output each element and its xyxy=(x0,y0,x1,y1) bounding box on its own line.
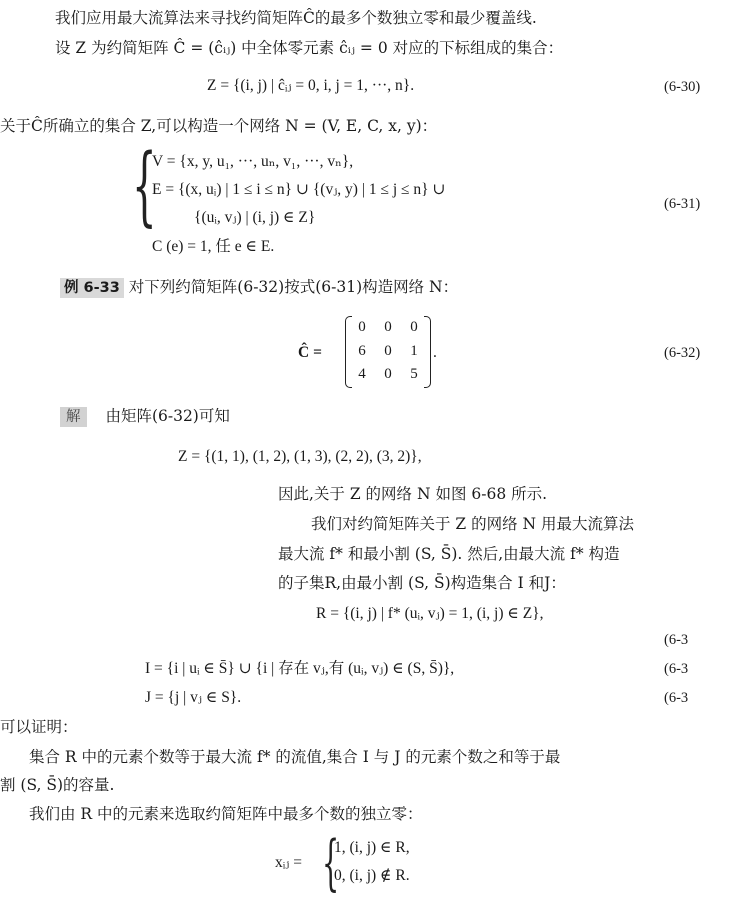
example-line xyxy=(60,277,458,298)
matrix-cell: 1 xyxy=(410,343,418,359)
paragraph-line-6: 集合 R 中的元素个数等于最大流 f* 的流值,集合 I 与 J 的元素个数之和等于最 xyxy=(29,748,561,766)
system-brace: { xyxy=(132,136,157,236)
matrix-lhs: Ĉ = xyxy=(298,344,322,361)
solution-line xyxy=(60,406,230,427)
equation-number-6-30: (6-30) xyxy=(664,79,701,95)
z-set-equation: Z = {(1, 1), (1, 2), (1, 3), (2, 2), (3, 2)}, xyxy=(178,448,422,465)
matrix-cell: 4 xyxy=(358,366,366,382)
paragraph-line-4: 的子集R,由最小割 (S, S̄)构造集合 I 和J： xyxy=(278,574,566,592)
line-network: 关于Ĉ所确立的集合 Z,可以构造一个网络 N = (V, E, C, x, y)： xyxy=(0,117,438,135)
example-text: 对下列约简矩阵(6-32)按式(6-31)构造网络 N： xyxy=(128,278,459,296)
paragraph-line-2: 我们对约简矩阵关于 Z 的网络 N 用最大流算法 xyxy=(311,515,635,533)
equation-number-6-32: (6-32) xyxy=(664,345,701,361)
matrix-cell: 0 xyxy=(384,343,392,359)
paragraph-line-1: 因此,关于 Z 的网络 N 如图 6-68 所示. xyxy=(278,485,548,503)
x-case-1: 1, (i, j) ∈ R, xyxy=(334,839,410,856)
x-case-2: 0, (i, j) ∉ R. xyxy=(334,867,410,884)
x-brace: { xyxy=(322,828,340,898)
equation-number-r: (6-3 xyxy=(664,632,689,648)
paragraph-line-5: 可以证明： xyxy=(0,718,78,736)
x-lhs: xᵢⱼ = xyxy=(275,854,302,871)
line-intro: 我们应用最大流算法来寻找约简矩阵Ĉ的最多个数独立零和最少覆盖线. xyxy=(55,9,537,27)
paragraph-line-3: 最大流 f* 和最小割 (S, S̄). 然后,由最大流 f* 构造 xyxy=(278,545,620,563)
equation-number-i: (6-3 xyxy=(664,661,689,677)
system-line-c: C (e) = 1, 任 e ∈ E. xyxy=(152,238,275,255)
matrix-cell: 5 xyxy=(410,366,418,382)
solution-text: 由矩阵(6-32)可知 xyxy=(105,407,230,425)
matrix-cell: 0 xyxy=(358,319,366,335)
equation-r: R = {(i, j) | f* (uᵢ, vⱼ) = 1, (i, j) ∈ Z}, xyxy=(316,605,544,622)
matrix-c-hat xyxy=(345,316,431,386)
equation-number-6-31: (6-31) xyxy=(664,196,701,212)
system-line-e1: E = {(x, uᵢ) | 1 ≤ i ≤ n} ∪ {(vⱼ, y) | 1 ≤ j ≤ n} ∪ xyxy=(152,181,446,198)
matrix-cell: 0 xyxy=(384,366,392,382)
paragraph-line-7: 割 (S, S̄)的容量. xyxy=(0,776,115,794)
matrix-cell: 0 xyxy=(384,319,392,335)
example-badge: 例 6-33 xyxy=(60,278,124,298)
matrix-cell: 6 xyxy=(358,343,366,359)
equation-number-j: (6-3 xyxy=(664,690,689,706)
equation-6-30: Z = {(i, j) | ĉᵢⱼ = 0, i, j = 1, ···, n}. xyxy=(207,77,415,94)
equation-i: I = {i | uᵢ ∈ S̄} ∪ {i | 存在 vⱼ,有 (uᵢ, vⱼ) ∈ (S, S̄)}, xyxy=(145,660,455,677)
line-define-z: 设 Z 为约简矩阵 Ĉ = (ĉᵢⱼ) 中全体零元素 ĉᵢⱼ = 0 对应的下标组成的集合： xyxy=(55,39,564,57)
equation-j: J = {j | vⱼ ∈ S}. xyxy=(145,689,242,706)
system-line-v: V = {x, y, u₁, ···, uₙ, v₁, ···, vₙ}, xyxy=(152,153,354,170)
solution-badge: 解 xyxy=(60,407,87,427)
matrix-period: . xyxy=(433,344,437,361)
matrix-cell: 0 xyxy=(410,319,418,335)
paragraph-line-8: 我们由 R 中的元素来选取约简矩阵中最多个数的独立零： xyxy=(29,805,423,823)
system-line-e2: {(uᵢ, vⱼ) | (i, j) ∈ Z} xyxy=(194,209,316,226)
